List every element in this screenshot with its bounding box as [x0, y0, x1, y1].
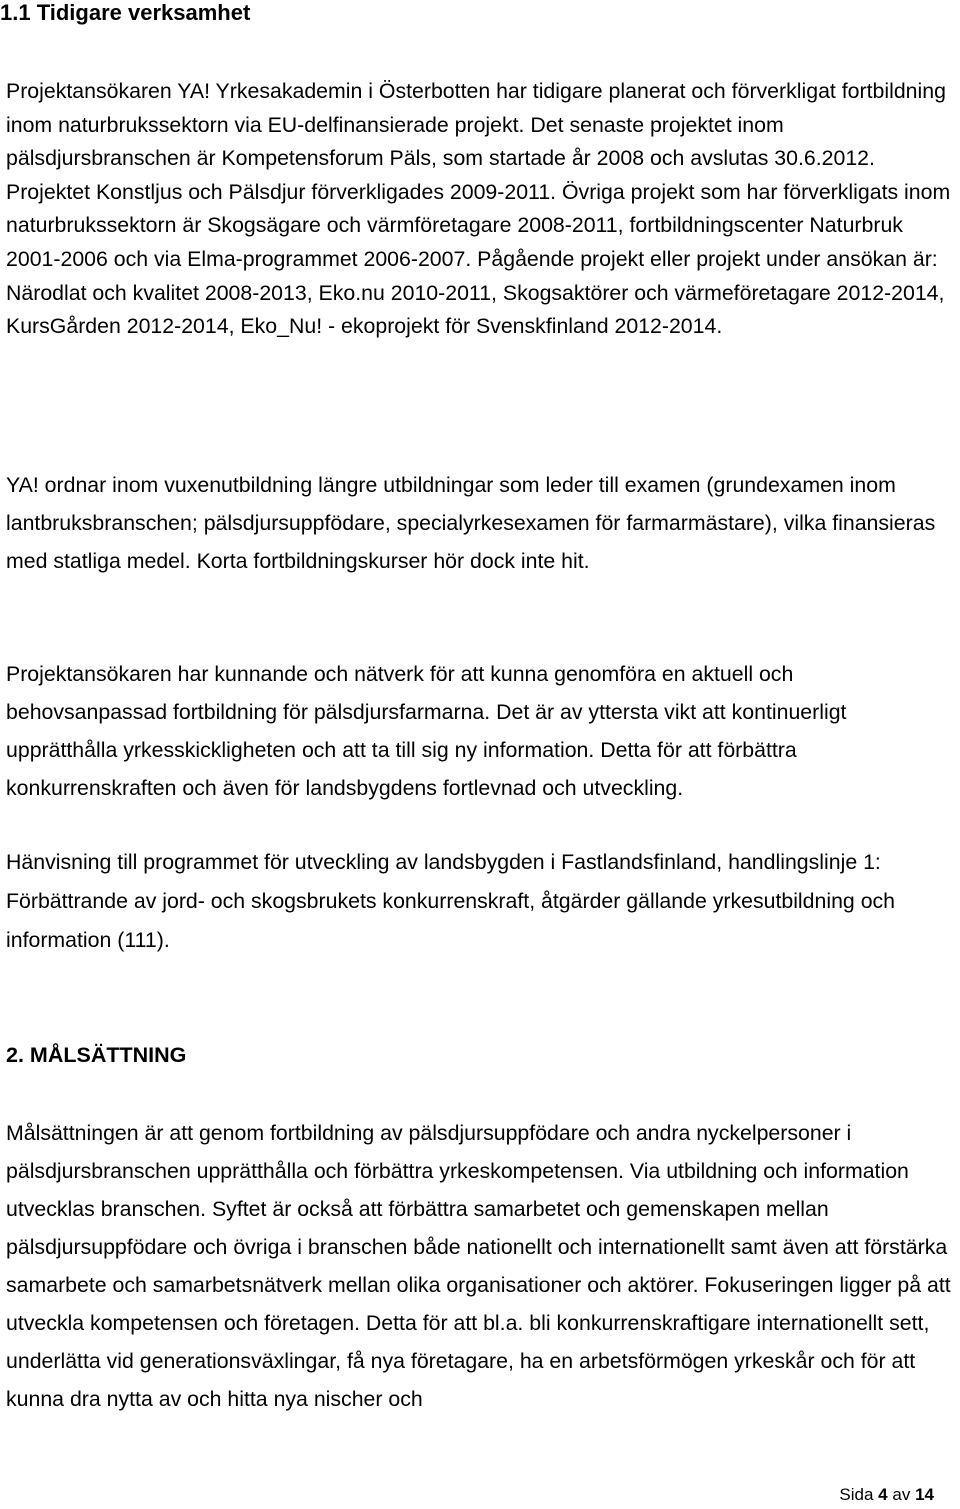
section-heading: 1.1 Tidigare verksamhet — [0, 0, 251, 25]
footer-separator: av — [892, 1485, 911, 1504]
paragraph-program-reference: Hänvisning till programmet för utveckling av landsbygden i Fastlandsfinland, handlingslinje 1: Förbättrande av jord- och skogsbrukets konkurrenskraft, åtgärder gällande yrkesutbildning och information (111). — [6, 850, 896, 952]
footer-total-pages: 14 — [915, 1485, 934, 1504]
paragraph-objectives: Målsättningen är att genom fortbildning av pälsdjursuppfödare och andra nyckelpersoner i pälsdjursbranschen upprätthålla och förbättra yrkeskompetensen. Via utbildning och information utvecklas branschen. Syftet är också att förbättra samarbetet och gemenskapen mellan pälsdjursuppfödare och övriga i branschen både nationellt och internationellt samt även att förstärka samarbete och samarbetsnätverk mellan olika organisationer och aktörer. Fokuseringen ligger på att utveckla kompetensen och företagen. Detta för att bl.a. bli konkurrenskraftigare internationellt sett, underlätta vid generationsväxlingar, få nya företagare, ha en arbetsförmögen yrkeskår och för att kunna dra nytta av och hitta nya nischer och — [6, 1121, 951, 1411]
paragraph-adult-education: YA! ordnar inom vuxenutbildning längre utbildningar som leder till examen (grundexamen inom lantbruksbranschen; pälsdjursuppfödare, specialyrkesexamen för farmarmästare), vilka finansieras med statliga medel. Korta fortbildningskurser hör dock inte hit. — [6, 473, 936, 574]
paragraph-competence: Projektansökaren har kunnande och nätverk för att kunna genomföra en aktuell och behovsanpassad fortbildning för pälsdjursfarmarna. Det är av yttersta vikt att kontinuerligt upprätthålla yrkesskickligheten och att ta till sig ny information. Detta för att förbättra konkurrenskraften och även för landsbygdens fortlevnad och utveckling. — [6, 662, 847, 800]
footer-prefix: Sida — [839, 1485, 874, 1504]
footer-current-page: 4 — [878, 1485, 888, 1504]
section2-heading: 2. MÅLSÄTTNING — [6, 1043, 187, 1067]
paragraph-previous-activity: Projektansökaren YA! Yrkesakademin i Österbotten har tidigare planerat och förverkligat fortbildning inom naturbrukssektorn via EU-delfinansierade projekt. Det senaste projektet inom pälsdjursbranschen är Kompetensforum Päls, som startade år 2008 och avslutas 30.6.2012. Projektet Konstljus och Pälsdjur förverkligades 2009-2011. Övriga projekt som har förverkligats inom naturbrukssektorn är Skogsägare och värmföretagare 2008-2011, fortbildningscenter Naturbruk 2001-2006 och via Elma-programmet 2006-2007. Pågående projekt eller projekt under ansökan är: Närodlat och kvalitet 2008-2013, Eko.nu 2010-2011, Skogsaktörer och värmeföretagare 2012-2014, KursGården 2012-2014, Eko_Nu! - ekoprojekt för Svenskfinland 2012-2014. — [6, 79, 951, 339]
page-number-footer — [839, 1484, 934, 1506]
